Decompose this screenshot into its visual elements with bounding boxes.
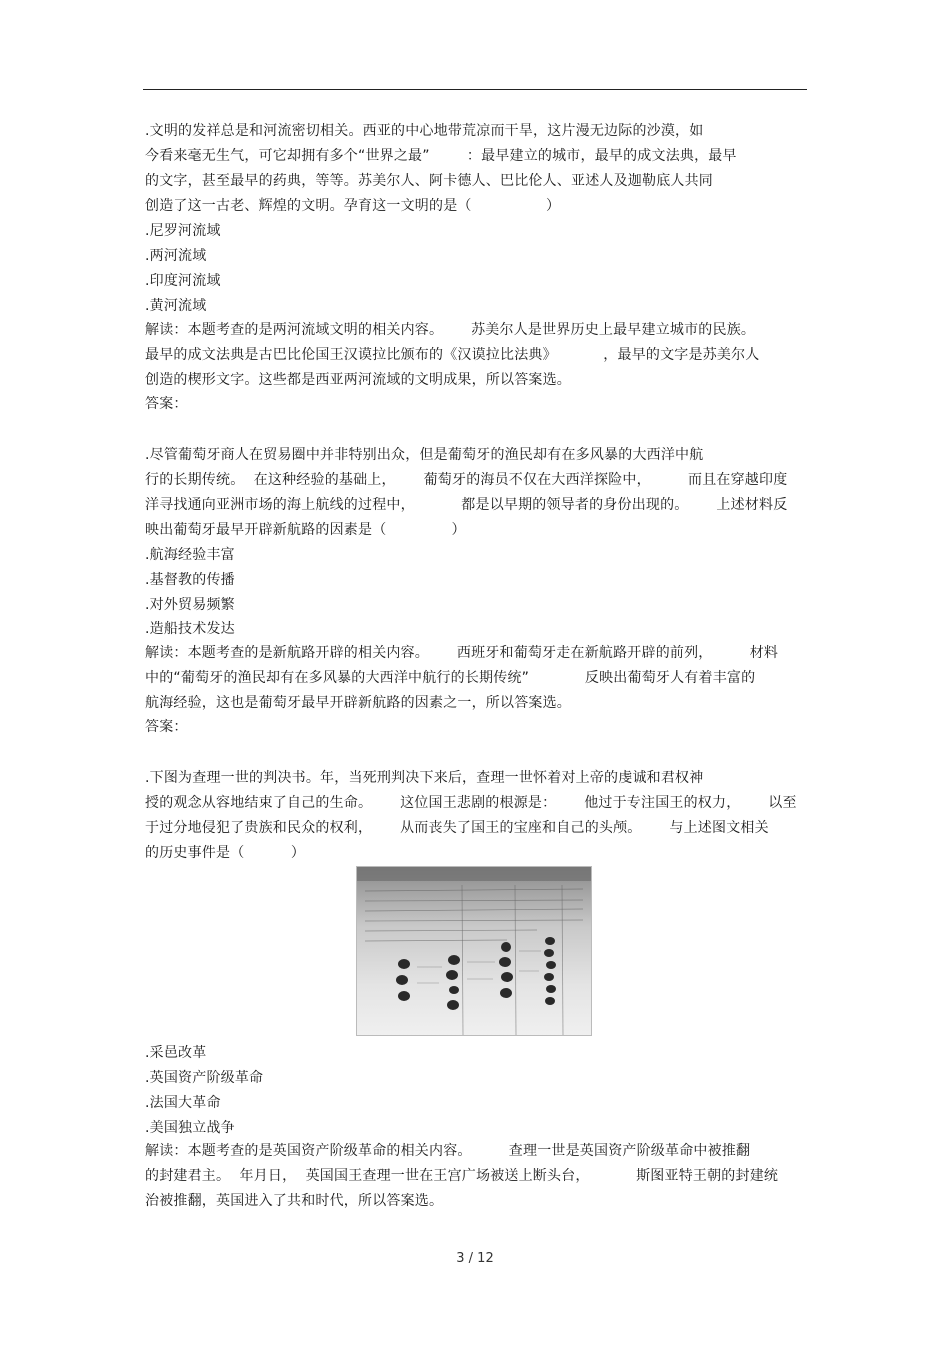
q3-explanation-line: 解读：本题考查的是英国资产阶级革命的相关内容。 查理一世是英国资产阶级革命中被推翻 — [145, 1143, 751, 1159]
q3-option-c: .法国大革命 — [145, 1095, 221, 1111]
q1-option-d: .黄河流域 — [145, 298, 207, 314]
charles-i-death-warrant-image — [356, 866, 592, 1036]
q2-stem-line: 映出葡萄牙最早开辟新航路的因素是（ ） — [145, 522, 466, 538]
q1-stem-line: 的文字，甚至最早的药典，等等。苏美尔人、阿卡德人、巴比伦人、亚述人及迦勒底人共同 — [145, 173, 713, 189]
q2-option-c: .对外贸易频繁 — [145, 597, 235, 613]
q1-option-c: .印度河流域 — [145, 273, 221, 289]
q3-stem-line: 的历史事件是（ ） — [145, 845, 306, 861]
q1-stem-line: .文明的发祥总是和河流密切相关。西亚的中心地带荒凉而干旱，这片漫无边际的沙漠，如 — [145, 123, 704, 139]
death-warrant-photo — [357, 867, 592, 1036]
q3-explanation-line: 治被推翻，英国进入了共和时代，所以答案选。 — [145, 1193, 444, 1209]
q3-stem-line: 于过分地侵犯了贵族和民众的权利， 从而丧失了国王的宝座和自己的头颅。 与上述图文相关 — [145, 820, 769, 836]
q3-explanation-line: 的封建君主。 年月日， 英国国王查理一世在王宫广场被送上断头台， 斯图亚特王朝的封建统 — [145, 1168, 779, 1184]
q2-option-a: .航海经验丰富 — [145, 547, 235, 563]
q2-explanation-line: 中的“葡萄牙的渔民却有在多风暴的大西洋中航行的长期传统” 反映出葡萄牙人有着丰富的 — [145, 670, 756, 686]
page-number: 3 / 12 — [456, 1251, 494, 1266]
q3-option-b: .英国资产阶级革命 — [145, 1070, 264, 1086]
q2-stem-line: 行的长期传统。 在这种经验的基础上， 葡萄牙的海员不仅在大西洋探险中， 而且在穿越印度 — [145, 472, 788, 488]
q1-explanation-line: 解读：本题考查的是两河流域文明的相关内容。 苏美尔人是世界历史上最早建立城市的民族。 — [145, 322, 756, 338]
q3-option-a: .采邑改革 — [145, 1045, 207, 1061]
header-rule — [143, 89, 807, 90]
q1-answer: 答案： — [145, 396, 188, 412]
q3-stem-line: .下图为查理一世的判决书。年，当死刑判决下来后，查理一世怀着对上帝的虔诚和君权神 — [145, 770, 704, 786]
q2-option-d: .造船技术发达 — [145, 621, 235, 637]
q1-explanation-line: 最早的成文法典是古巴比伦国王汉谟拉比颁布的《汉谟拉比法典》 ，最早的文字是苏美尔人 — [145, 347, 760, 363]
q1-option-b: .两河流域 — [145, 248, 207, 264]
q2-stem-line: 洋寻找通向亚洲市场的海上航线的过程中， 都是以早期的领导者的身份出现的。 上述材料反 — [145, 497, 788, 513]
q2-option-b: .基督教的传播 — [145, 572, 235, 588]
q2-stem-line: .尽管葡萄牙商人在贸易圈中并非特别出众，但是葡萄牙的渔民却有在多风暴的大西洋中航 — [145, 447, 704, 463]
q3-option-d: .美国独立战争 — [145, 1120, 235, 1136]
q1-stem-line: 创造了这一古老、辉煌的文明。孕育这一文明的是（ ） — [145, 198, 561, 214]
q2-explanation-line: 航海经验，这也是葡萄牙最早开辟新航路的因素之一，所以答案选。 — [145, 695, 571, 711]
q1-option-a: .尼罗河流域 — [145, 223, 221, 239]
q3-stem-line: 授的观念从容地结束了自己的生命。 这位国王悲剧的根源是： 他过于专注国王的权力， 以至 — [145, 795, 797, 811]
q1-stem-line: 今看来毫无生气，可它却拥有多个“世界之最” ：最早建立的城市，最早的成文法典，最早 — [145, 148, 737, 164]
q2-explanation-line: 解读：本题考查的是新航路开辟的相关内容。 西班牙和葡萄牙走在新航路开辟的前列， 材料 — [145, 645, 779, 661]
q2-answer: 答案： — [145, 719, 188, 735]
q1-explanation-line: 创造的楔形文字。这些都是西亚两河流域的文明成果，所以答案选。 — [145, 372, 571, 388]
